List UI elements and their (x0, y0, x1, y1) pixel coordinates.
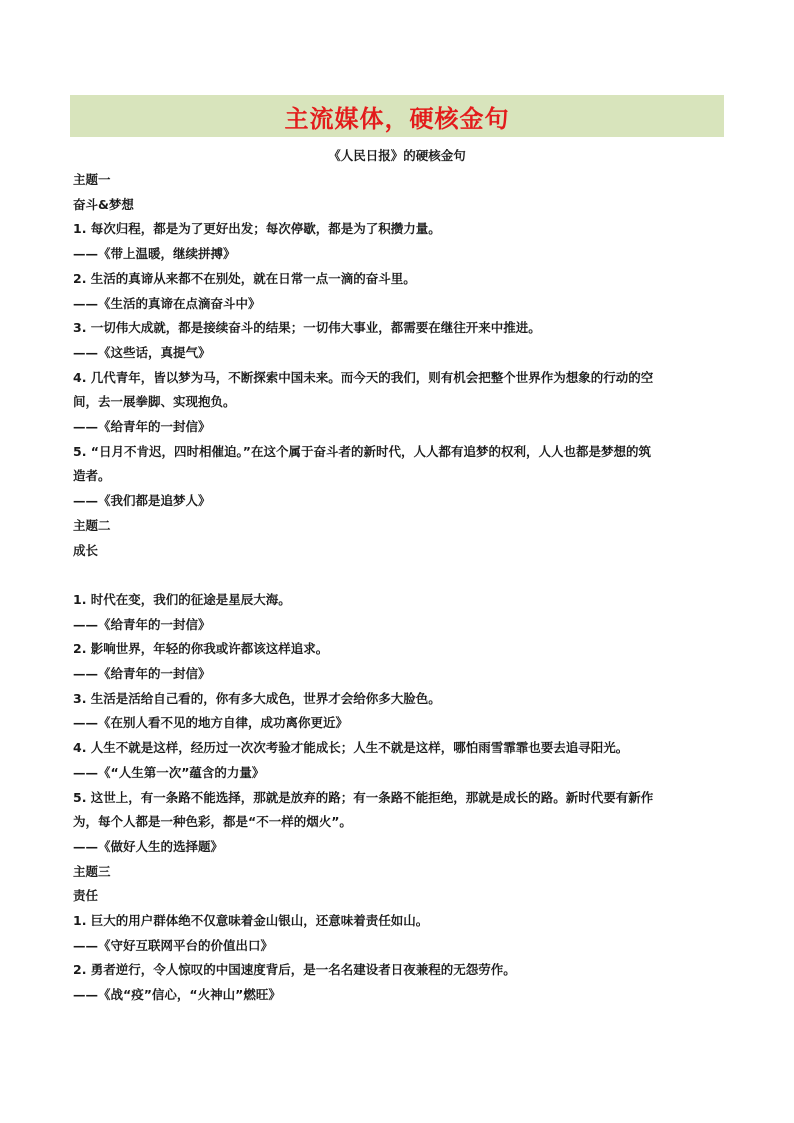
quote-source: ——《给青年的一封信》 (73, 666, 211, 682)
section-heading-2: 主题二 (73, 517, 111, 533)
quote-item: 1. 时代在变，我们的征途是星辰大海。 (73, 591, 291, 607)
quote-item-continued: 造者。 (73, 468, 111, 484)
section-topic-3: 责任 (73, 888, 99, 904)
quote-source: ——《我们都是追梦人》 (73, 493, 211, 509)
quote-item: 3. 生活是活给自己看的，你有多大成色，世界才会给你多大脸色。 (73, 690, 441, 706)
quote-source: ——《在别人看不见的地方自律，成功离你更近》 (73, 715, 349, 731)
section-topic-1: 奋斗&梦想 (73, 196, 134, 212)
quote-item: 4. 几代青年，皆以梦为马，不断探索中国未来。而今天的我们，则有机会把整个世界作为想象的行动的空 (73, 369, 654, 385)
title-banner (70, 95, 724, 137)
quote-source: ——《守好互联网平台的价值出口》 (73, 937, 274, 953)
section-heading-1: 主题一 (73, 172, 111, 187)
quote-item: 3. 一切伟大成就，都是接续奋斗的结果；一切伟大事业，都需要在继往开来中推进。 (73, 320, 541, 336)
section-topic-2: 成长 (73, 542, 99, 558)
quote-item-continued: 为，每个人都是一种色彩，都是“不一样的烟火”。 (73, 814, 352, 830)
quote-source: ——《战“疫”信心，“火神山”燃旺》 (73, 987, 281, 1003)
quote-source: ——《“人生第一次”蕴含的力量》 (73, 764, 265, 780)
quote-source: ——《给青年的一封信》 (73, 419, 211, 435)
quote-item: 1. 巨大的用户群体绝不仅意味着金山银山，还意味着责任如山。 (73, 913, 429, 929)
quote-item: 2. 生活的真谛从来都不在别处，就在日常一点一滴的奋斗里。 (73, 270, 416, 286)
blank-line (73, 563, 725, 588)
quote-source: ——《做好人生的选择题》 (73, 838, 224, 854)
page-title: 主流媒体，硬核金句 (284, 104, 510, 133)
quote-item: 5. “日月不肯迟，四时相催迫。”在这个属于奋斗者的新时代，人人都有追梦的权利，人人也都是梦想的筑 (73, 443, 651, 459)
quote-item: 5. 这世上，有一条路不能选择，那就是放弃的路；有一条路不能拒绝，那就是成长的路。新时代要有新作 (73, 789, 654, 805)
subtitle: 《人民日报》的硬核金句 (328, 148, 466, 163)
quote-source: ——《这些话，真提气》 (73, 344, 211, 360)
quote-source: ——《给青年的一封信》 (73, 616, 211, 632)
quote-item: 2. 影响世界，年轻的你我或许都该这样追求。 (73, 641, 329, 657)
quote-source: ——《带上温暖，继续拼搏》 (73, 246, 236, 262)
quote-item: 4. 人生不就是这样，经历过一次次考验才能成长；人生不就是这样，哪怕雨雪霏霏也要去追寻阳光。 (73, 740, 629, 756)
section-heading-3: 主题三 (73, 863, 111, 879)
quote-item: 2. 勇者逆行，令人惊叹的中国速度背后，是一名名建设者日夜兼程的无怨劳作。 (73, 962, 516, 978)
quote-item: 1. 每次归程，都是为了更好出发；每次停歇，都是为了积攒力量。 (73, 221, 441, 237)
content-body (73, 168, 725, 1008)
quote-source: ——《生活的真谛在点滴奋斗中》 (73, 295, 261, 311)
quote-item-continued: 间，去一展拳脚、实现抱负。 (73, 394, 236, 410)
